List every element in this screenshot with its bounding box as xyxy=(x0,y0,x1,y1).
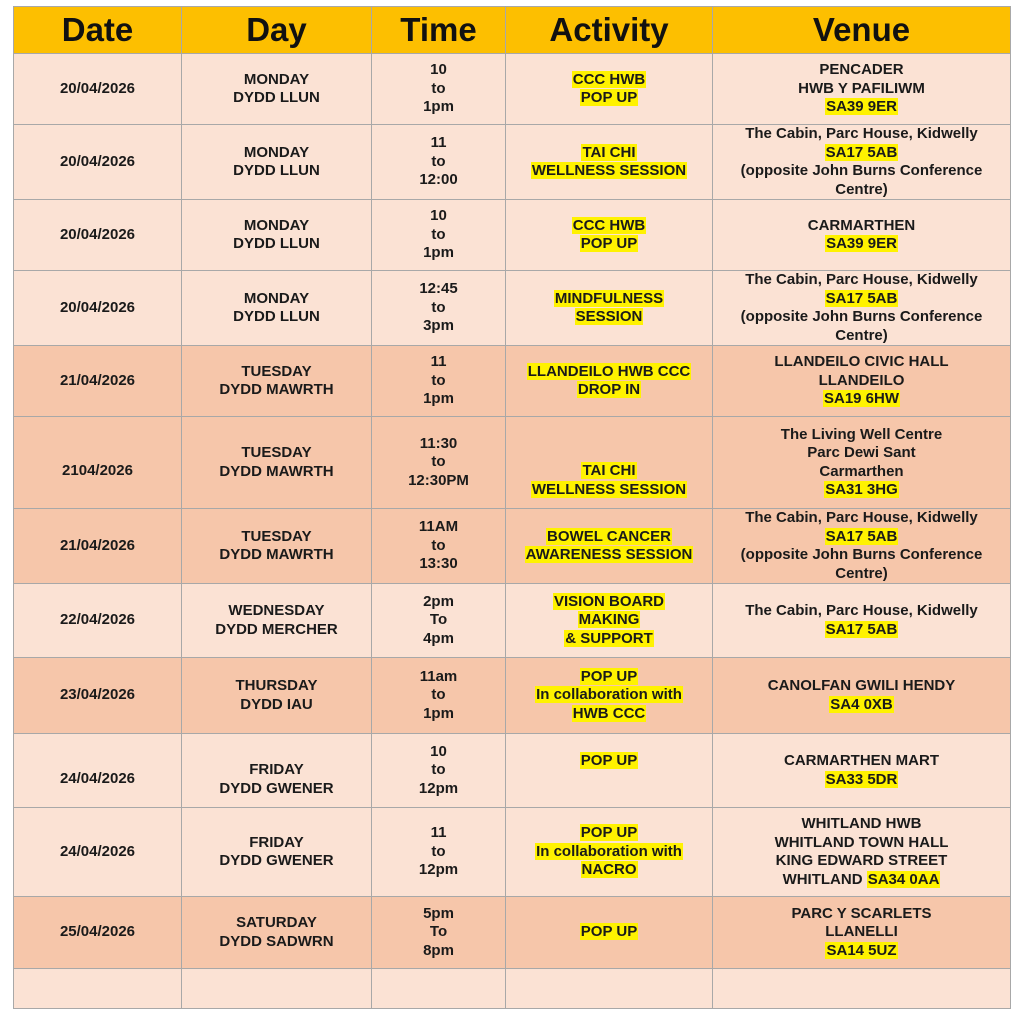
venue-line: The Cabin, Parc House, Kidwelly xyxy=(745,602,978,619)
activity-line xyxy=(508,235,710,254)
time-cell xyxy=(372,271,506,346)
venue-postcode-highlight: SA31 3HG xyxy=(825,481,898,498)
activity-line xyxy=(508,363,710,382)
table-row xyxy=(14,734,1011,808)
activity-line xyxy=(508,861,710,880)
time-line: 11:30 xyxy=(419,434,458,452)
time-cell xyxy=(372,54,506,125)
date-cell xyxy=(14,200,182,271)
activity-line xyxy=(508,71,710,90)
date-cell xyxy=(14,509,182,584)
venue-line: Centre) xyxy=(835,564,888,582)
venue-postcode xyxy=(715,942,1008,961)
activity-line-highlight: DROP IN xyxy=(577,381,641,398)
venue-line: Carmarthen xyxy=(819,462,904,480)
activity-line xyxy=(508,752,710,771)
venue-line: WHITLAND TOWN HALL xyxy=(774,833,949,851)
time-line: 5pm xyxy=(423,904,454,922)
activity-line xyxy=(508,593,710,612)
time-line: to xyxy=(431,298,446,316)
day-cell xyxy=(182,271,372,346)
activity-line-highlight: POP UP xyxy=(580,824,638,842)
venue-cell xyxy=(713,658,1011,734)
day-cell xyxy=(182,346,372,417)
venue-postcode-highlight: SA33 5DR xyxy=(825,770,898,788)
time-line: 10 xyxy=(430,61,447,79)
day-line: DYDD LLUN xyxy=(233,162,320,179)
venue-cell xyxy=(713,808,1011,897)
time-line: to xyxy=(431,842,446,860)
day-cell xyxy=(182,54,372,125)
schedule-body xyxy=(14,54,1011,1009)
activity-cell xyxy=(506,54,713,125)
table-row xyxy=(14,125,1011,200)
venue-cell xyxy=(713,200,1011,271)
time-cell xyxy=(372,509,506,584)
venue-cell xyxy=(713,54,1011,125)
empty-cell xyxy=(713,969,1011,1009)
venue-cell xyxy=(713,509,1011,584)
day-line: MONDAY xyxy=(243,143,310,161)
date-cell xyxy=(14,658,182,734)
venue-line-prefix: WHITLAND xyxy=(782,870,867,888)
activity-line-highlight: CCC HWB xyxy=(572,216,646,234)
venue-postcode xyxy=(715,390,1008,409)
time-line: 1pm xyxy=(423,98,454,116)
venue-postcode xyxy=(715,98,1008,117)
venue-postcode-highlight: SA17 5AB xyxy=(825,143,898,161)
activity-line-highlight: In collaboration with xyxy=(536,686,682,704)
venue-line: CANOLFAN GWILI HENDY xyxy=(767,677,956,694)
header-day: Day xyxy=(182,7,372,54)
venue-line: CARMARTHEN MART xyxy=(784,752,939,769)
activity-line-highlight: POP UP xyxy=(580,235,638,252)
day-line: THURSDAY xyxy=(235,677,318,694)
activity-cell xyxy=(506,417,713,509)
time-line: to xyxy=(431,79,446,97)
date-text: 23/04/2026 xyxy=(59,686,136,704)
day-line: TUESDAY xyxy=(241,527,312,545)
venue-cell xyxy=(713,271,1011,346)
time-line: 10 xyxy=(430,207,447,225)
time-line: 4pm xyxy=(423,629,454,647)
time-line: 12pm xyxy=(418,861,459,879)
activity-line xyxy=(508,686,710,705)
day-line: WEDNESDAY xyxy=(228,602,325,619)
activity-line-highlight: VISION BOARD xyxy=(553,592,664,610)
day-line: TUESDAY xyxy=(241,444,312,461)
venue-line: (opposite John Burns Conference xyxy=(740,308,983,325)
day-line: DYDD MAWRTH xyxy=(219,546,334,563)
activity-line-highlight: WELLNESS SESSION xyxy=(531,480,687,498)
venue-postcode-highlight: SA17 5AB xyxy=(825,289,898,307)
day-line: DYDD LLUN xyxy=(233,89,320,106)
activity-line-highlight: POP UP xyxy=(580,89,638,106)
venue-postcode-highlight: SA4 0XB xyxy=(830,695,893,713)
date-text: 2104/2026 xyxy=(62,462,133,480)
day-cell xyxy=(182,509,372,584)
activity-line-highlight: WELLNESS SESSION xyxy=(531,162,687,179)
venue-line: LLANELLI xyxy=(825,923,898,941)
venue-line: HWB Y PAFILIWM xyxy=(798,79,925,97)
header-date: Date xyxy=(14,7,182,54)
day-cell xyxy=(182,584,372,658)
venue-postcode: SA34 0AA xyxy=(867,870,940,888)
date-text: 25/04/2026 xyxy=(59,923,136,941)
day-line: TUESDAY xyxy=(241,362,312,380)
venue-cell xyxy=(713,584,1011,658)
table-row xyxy=(14,509,1011,584)
venue-postcode xyxy=(715,696,1008,715)
time-line: to xyxy=(431,536,446,554)
day-cell xyxy=(182,897,372,969)
time-line: to xyxy=(431,152,446,170)
date-cell xyxy=(14,734,182,808)
venue-cell xyxy=(713,734,1011,808)
venue-cell xyxy=(713,417,1011,509)
activity-line-highlight: LLANDEILO HWB CCC xyxy=(527,362,691,380)
venue-postcode xyxy=(715,235,1008,254)
time-line: 3pm xyxy=(423,317,454,335)
time-cell xyxy=(372,897,506,969)
activity-line-highlight: POP UP xyxy=(580,667,638,685)
day-line: DYDD MAWRTH xyxy=(219,381,334,398)
day-line: MONDAY xyxy=(243,70,310,88)
date-cell xyxy=(14,808,182,897)
time-line: 8pm xyxy=(423,941,454,959)
activity-line xyxy=(508,546,710,565)
date-cell xyxy=(14,54,182,125)
activity-cell xyxy=(506,200,713,271)
empty-cell xyxy=(14,969,182,1009)
activity-line-highlight: & SUPPORT xyxy=(565,629,653,647)
venue-postcode xyxy=(715,528,1008,547)
venue-postcode xyxy=(715,144,1008,163)
activity-line xyxy=(508,824,710,843)
date-cell xyxy=(14,271,182,346)
venue-line: PARC Y SCARLETS xyxy=(791,904,932,922)
activity-cell xyxy=(506,658,713,734)
venue-line: The Living Well Centre xyxy=(780,425,943,443)
time-line: 11am xyxy=(419,667,458,685)
activity-line-highlight: HWB CCC xyxy=(572,704,646,722)
day-line: DYDD GWENER xyxy=(219,852,334,869)
venue-line: LLANDEILO CIVIC HALL xyxy=(774,353,949,371)
day-cell xyxy=(182,417,372,509)
activity-line-highlight: MAKING xyxy=(578,611,640,629)
table-row xyxy=(14,897,1011,969)
venue-line: Parc Dewi Sant xyxy=(807,444,916,461)
activity-cell xyxy=(506,584,713,658)
time-cell xyxy=(372,346,506,417)
day-line: DYDD GWENER xyxy=(219,779,334,797)
venue-cell xyxy=(713,125,1011,200)
header-activity: Activity xyxy=(506,7,713,54)
venue-line: Centre) xyxy=(835,180,888,198)
header-venue: Venue xyxy=(713,7,1011,54)
venue-postcode xyxy=(715,481,1008,500)
activity-line xyxy=(508,217,710,236)
time-line: to xyxy=(431,225,446,243)
time-line: 12:30PM xyxy=(408,471,469,489)
time-line: 1pm xyxy=(423,244,454,262)
activity-line xyxy=(508,481,710,500)
activity-line xyxy=(508,144,710,163)
activity-line-highlight: In collaboration with xyxy=(536,842,682,860)
activity-line-highlight: TAI CHI xyxy=(582,462,636,479)
activity-line xyxy=(508,162,710,181)
empty-cell xyxy=(182,969,372,1009)
day-line: MONDAY xyxy=(243,216,310,234)
time-line: To xyxy=(429,611,448,629)
day-line: FRIDAY xyxy=(249,833,304,851)
header-row xyxy=(14,7,1011,54)
day-line: DYDD IAU xyxy=(240,695,313,713)
activity-line-highlight: TAI CHI xyxy=(582,143,636,161)
activity-line-highlight: SESSION xyxy=(575,308,643,325)
time-line: to xyxy=(431,686,446,704)
activity-cell xyxy=(506,125,713,200)
venue-line: The Cabin, Parc House, Kidwelly xyxy=(745,125,978,142)
empty-cell xyxy=(372,969,506,1009)
table-row xyxy=(14,584,1011,658)
date-text: 20/04/2026 xyxy=(59,79,136,97)
activity-line xyxy=(508,381,710,400)
time-line: 12:45 xyxy=(419,280,458,298)
date-cell xyxy=(14,417,182,509)
activity-cell xyxy=(506,346,713,417)
activity-line-highlight: CCC HWB xyxy=(572,70,646,88)
venue-cell xyxy=(713,346,1011,417)
time-cell xyxy=(372,584,506,658)
activity-cell xyxy=(506,897,713,969)
time-line: 11 xyxy=(430,134,447,152)
date-cell xyxy=(14,897,182,969)
activity-line xyxy=(508,630,710,649)
day-line: DYDD LLUN xyxy=(233,235,320,252)
venue-postcode-highlight: SA17 5AB xyxy=(825,527,898,545)
venue-postcode-highlight: SA39 9ER xyxy=(826,235,897,252)
activity-line-highlight: AWARENESS SESSION xyxy=(525,546,693,563)
activity-line-highlight: BOWEL CANCER xyxy=(547,527,671,545)
time-line: 12:00 xyxy=(419,171,458,189)
day-line: DYDD LLUN xyxy=(233,308,320,325)
table-row xyxy=(14,271,1011,346)
time-cell xyxy=(372,808,506,897)
table-row xyxy=(14,658,1011,734)
venue-line: CARMARTHEN xyxy=(807,216,916,234)
time-line: 10 xyxy=(430,742,447,760)
venue-line: KING EDWARD STREET xyxy=(775,852,948,869)
activity-cell xyxy=(506,271,713,346)
empty-row xyxy=(14,969,1011,1009)
venue-line: The Cabin, Parc House, Kidwelly xyxy=(745,271,978,288)
day-cell xyxy=(182,125,372,200)
date-text: 24/04/2026 xyxy=(59,770,136,788)
day-line: SATURDAY xyxy=(236,914,317,931)
date-text: 22/04/2026 xyxy=(59,611,136,629)
activity-cell xyxy=(506,509,713,584)
venue-line: The Cabin, Parc House, Kidwelly xyxy=(745,509,978,526)
schedule-table xyxy=(13,6,1011,1009)
activity-cell xyxy=(506,734,713,808)
activity-line-highlight: POP UP xyxy=(580,923,638,941)
date-text: 20/04/2026 xyxy=(59,225,136,243)
day-line: DYDD MAWRTH xyxy=(219,462,334,480)
day-line: FRIDAY xyxy=(249,761,304,778)
venue-line: LLANDEILO xyxy=(818,371,905,389)
time-line: to xyxy=(431,761,446,779)
time-line: to xyxy=(431,371,446,389)
date-text: 21/04/2026 xyxy=(59,536,136,554)
time-line: 11 xyxy=(430,353,447,371)
time-line: To xyxy=(429,923,448,941)
venue-postcode-highlight: SA39 9ER xyxy=(826,98,897,116)
venue-line: (opposite John Burns Conference xyxy=(740,162,983,179)
time-line: to xyxy=(431,453,446,471)
time-cell xyxy=(372,417,506,509)
day-cell xyxy=(182,808,372,897)
activity-line xyxy=(508,308,710,327)
empty-cell xyxy=(506,969,713,1009)
activity-line xyxy=(508,923,710,942)
activity-line xyxy=(508,668,710,687)
date-cell xyxy=(14,346,182,417)
activity-line xyxy=(508,705,710,724)
time-cell xyxy=(372,734,506,808)
table-row xyxy=(14,346,1011,417)
activity-cell xyxy=(506,808,713,897)
time-line: 1pm xyxy=(423,390,454,408)
date-cell xyxy=(14,125,182,200)
time-line: 12pm xyxy=(418,779,459,797)
header-time: Time xyxy=(372,7,506,54)
venue-postcode xyxy=(715,621,1008,640)
day-cell xyxy=(182,200,372,271)
day-line: DYDD SADWRN xyxy=(219,932,334,950)
date-text: 20/04/2026 xyxy=(59,152,136,170)
date-text: 21/04/2026 xyxy=(59,371,136,389)
table-row xyxy=(14,808,1011,897)
activity-line xyxy=(508,462,710,481)
venue-line: Centre) xyxy=(835,326,888,344)
venue-line xyxy=(715,871,1008,890)
time-line: 13:30 xyxy=(419,555,458,573)
venue-cell xyxy=(713,897,1011,969)
time-cell xyxy=(372,200,506,271)
venue-line: WHITLAND HWB xyxy=(801,815,922,832)
venue-postcode xyxy=(715,771,1008,790)
venue-line: (opposite John Burns Conference xyxy=(740,546,983,563)
date-cell xyxy=(14,584,182,658)
activity-line-highlight: NACRO xyxy=(581,861,637,879)
time-line: 2pm xyxy=(423,592,454,610)
time-line: 11 xyxy=(430,824,447,842)
day-line: DYDD MERCHER xyxy=(215,620,338,638)
day-cell xyxy=(182,658,372,734)
time-cell xyxy=(372,125,506,200)
date-text: 20/04/2026 xyxy=(59,298,136,316)
date-text: 24/04/2026 xyxy=(59,842,136,860)
time-line: 11AM xyxy=(418,518,459,536)
activity-line xyxy=(508,843,710,862)
day-cell xyxy=(182,734,372,808)
activity-line xyxy=(508,290,710,309)
time-line: 1pm xyxy=(423,704,454,722)
activity-line xyxy=(508,89,710,108)
venue-postcode-highlight: SA14 5UZ xyxy=(826,941,897,959)
activity-line xyxy=(508,528,710,547)
venue-postcode-highlight: SA17 5AB xyxy=(825,620,898,638)
table-row xyxy=(14,54,1011,125)
activity-line xyxy=(508,611,710,630)
activity-line-highlight: POP UP xyxy=(580,752,638,770)
table-row xyxy=(14,200,1011,271)
venue-line: PENCADER xyxy=(819,61,904,79)
time-cell xyxy=(372,658,506,734)
day-line: MONDAY xyxy=(243,289,310,307)
table-row xyxy=(14,417,1011,509)
venue-postcode-highlight: SA19 6HW xyxy=(823,390,900,408)
venue-postcode xyxy=(715,290,1008,309)
activity-line-highlight: MINDFULNESS xyxy=(554,289,664,307)
